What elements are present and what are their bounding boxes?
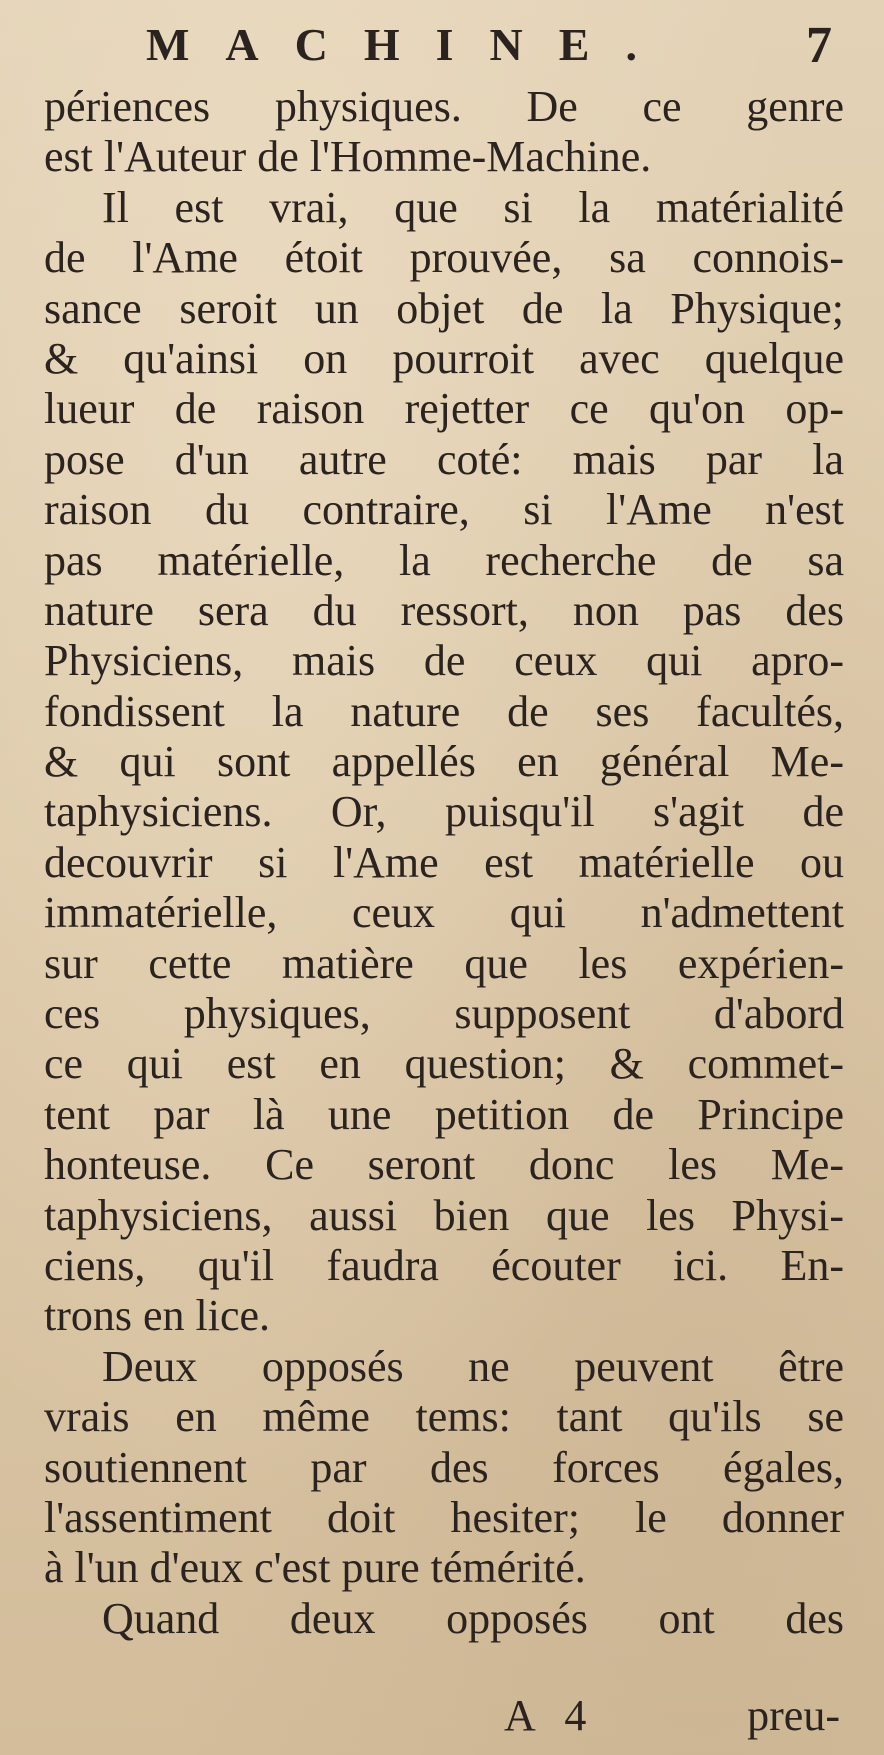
text-line: Physiciens, mais de ceux qui apro- <box>44 636 844 686</box>
text-line: ces physiques, supposent d'abord <box>44 989 844 1039</box>
text-line: tent par là une petition de Principe <box>44 1089 844 1139</box>
text-line: vrais en même tems: tant qu'ils se <box>44 1392 844 1442</box>
catchword: preu- <box>747 1691 840 1740</box>
text-line: ciens, qu'il faudra écouter ici. En- <box>44 1240 844 1290</box>
page-number: 7 <box>806 17 832 74</box>
text-line: l'assentiment doit hesiter; le donner <box>44 1492 844 1542</box>
text-line: soutiennent par des forces égales, <box>44 1442 844 1492</box>
page-header <box>140 14 844 84</box>
text-line: sur cette matière que les expérien- <box>44 938 844 988</box>
text-line: ce qui est en question; & commet- <box>44 1039 844 1089</box>
text-line: de l'Ame étoit prouvée, sa connois- <box>44 233 844 283</box>
text-line: fondissent la nature de ses facultés, <box>44 686 844 736</box>
text-line: & qu'ainsi on pourroit avec quelque <box>44 333 844 383</box>
text-line: à l'un d'eux c'est pure témérité. <box>44 1543 586 1593</box>
text-line: decouvrir si l'Ame est matérielle ou <box>44 837 844 887</box>
text-line: raison du contraire, si l'Ame n'est <box>44 485 844 535</box>
signature-mark: A 4 <box>504 1691 597 1740</box>
text-line: Il est vrai, que si la matérialité <box>102 182 844 232</box>
text-line: trons en lice. <box>44 1291 271 1341</box>
text-line: taphysiciens. Or, puisqu'il s'agit de <box>44 787 844 837</box>
text-line: immatérielle, ceux qui n'admettent <box>44 888 844 938</box>
page-footer <box>44 1690 844 1745</box>
text-line: honteuse. Ce seront donc les Me- <box>44 1140 844 1190</box>
text-line: sance seroit un objet de la Physique; <box>44 283 844 333</box>
text-line: nature sera du ressort, non pas des <box>44 585 844 635</box>
text-line: périences physiques. De ce genre <box>44 82 844 131</box>
running-title: MACHINE. <box>146 19 673 70</box>
body-text <box>44 82 844 1644</box>
text-line: Quand deux opposés ont des <box>102 1593 844 1643</box>
text-line: taphysiciens, aussi bien que les Physi- <box>44 1190 844 1240</box>
text-line: Deux opposés ne peuvent être <box>102 1341 844 1391</box>
text-line: & qui sont appellés en général Me- <box>44 737 844 787</box>
text-line: lueur de raison rejetter ce qu'on op- <box>44 384 844 434</box>
text-line: pose d'un autre coté: mais par la <box>44 434 844 484</box>
text-line: pas matérielle, la recherche de sa <box>44 535 844 585</box>
text-line: est l'Auteur de l'Homme-Machine. <box>44 132 652 182</box>
